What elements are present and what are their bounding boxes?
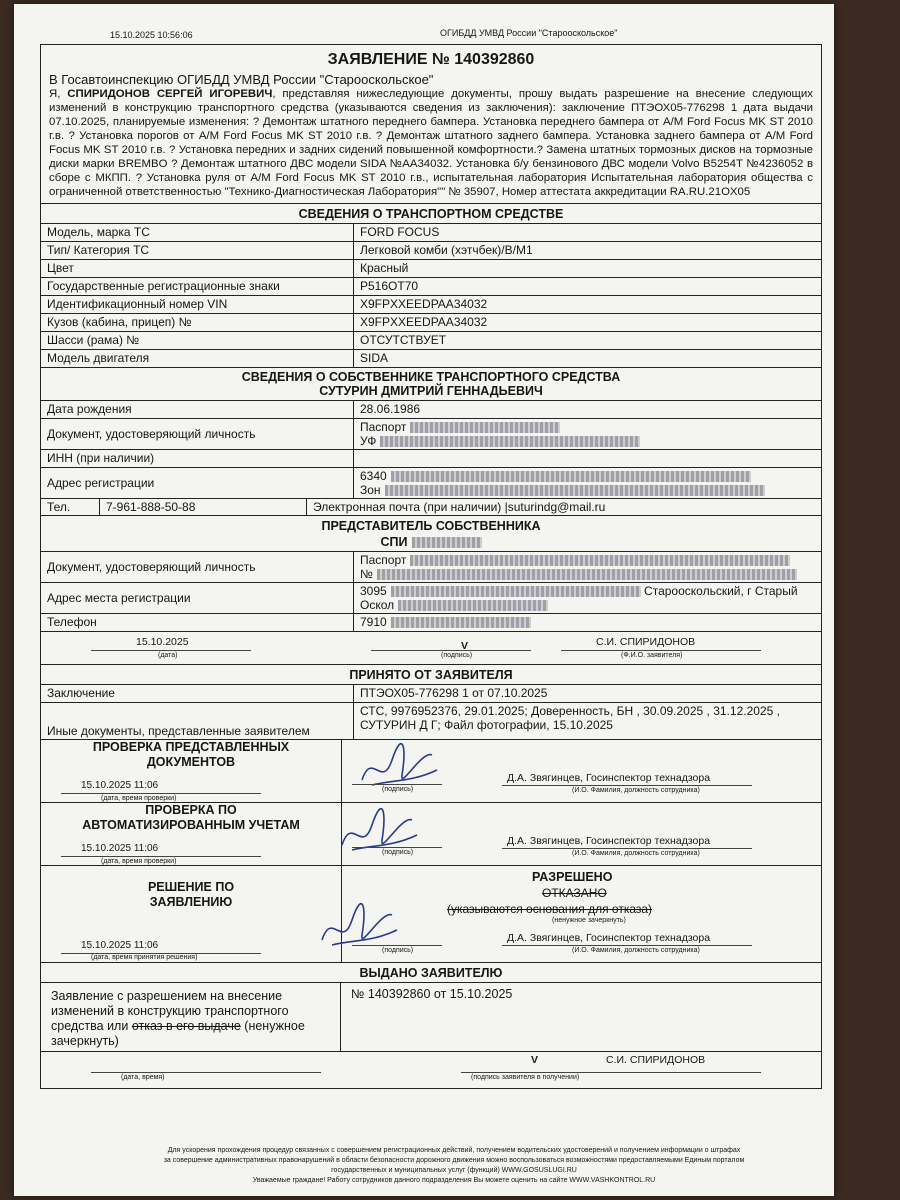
decision-sign-caption: (подпись) xyxy=(382,947,414,954)
signature-caption: (подпись) xyxy=(441,652,473,659)
vehicle-row-value: X9FPXXEEDPAA34032 xyxy=(360,297,488,311)
redaction xyxy=(398,600,548,611)
vehicle-row-label: Идентификационный номер VIN xyxy=(41,296,354,313)
vehicle-row xyxy=(41,223,821,241)
check-docs-datetime: 15.10.2025 11:06 xyxy=(81,780,159,791)
check-auto-officer: Д.А. Звягинцев, Госинспектор технадзора xyxy=(507,835,711,847)
decision-allowed: РАЗРЕШЕНО xyxy=(532,870,613,884)
officer-line xyxy=(502,848,752,849)
representative-doc-value-1: Паспорт xyxy=(360,553,407,567)
intro-paragraph xyxy=(41,71,821,203)
accepted-conclusion-value: ПТЭОХ05-776298 1 от 07.10.2025 xyxy=(360,686,548,700)
representative-address-value-1: 3095 xyxy=(360,584,387,598)
check-auto-title: ПРОВЕРКА ПО АВТОМАТИЗИРОВАННЫМ УЧЕТАМ xyxy=(82,803,300,832)
issued-left-text-2: (ненужное зачеркнуть) xyxy=(51,1019,305,1048)
footer-line-4: Уважаемые граждане! Работу сотрудников данного подразделения Вы можете оценить на сайте WWW.VASHKONTROL.RU xyxy=(252,1177,656,1184)
officer-signature-icon xyxy=(332,805,422,865)
owner-phone-label: Тел. xyxy=(41,499,100,515)
vehicle-row xyxy=(41,295,821,313)
check-docs-datetime-caption: (дата, время проверки) xyxy=(101,795,177,802)
vehicle-row-label: Модель, марка ТС xyxy=(41,224,354,241)
receipt-line xyxy=(461,1072,761,1073)
vehicle-row-value: FORD FOCUS xyxy=(360,225,440,239)
vehicle-row-label: Модель двигателя xyxy=(41,350,354,367)
document-sheet xyxy=(14,4,834,1196)
owner-email-value: suturindg@mail.ru xyxy=(507,500,606,514)
applicant-name: СПИРИДОНОВ СЕРГЕЙ ИГОРЕВИЧ xyxy=(67,88,273,100)
owner-birth-value: 28.06.1986 xyxy=(360,402,421,416)
vehicle-row-value: X9FPXXEEDPAA34032 xyxy=(360,315,488,329)
check-auto-block xyxy=(41,802,821,865)
redaction xyxy=(385,485,765,496)
decision-officer: Д.А. Звягинцев, Госинспектор технадзора xyxy=(507,932,711,944)
footer-line-1: Для ускорения прохождения процедур связанных с совершением регистрационных действий, получением водительских удостоверений и получением информации о штрафах xyxy=(167,1147,741,1154)
issued-value: № 140392860 от 15.10.2025 xyxy=(351,987,513,1001)
check-docs-sign-caption: (подпись) xyxy=(382,786,414,793)
vehicle-row xyxy=(41,313,821,331)
issued-mark: V xyxy=(531,1054,539,1066)
issued-left-text-1: Заявление с разрешением на внесение изменений в конструкцию транспортного средства или xyxy=(51,989,289,1033)
accepted-other-value: СТС, 9976952376, 29.01.2025; Доверенность, БН , 30.09.2025 , 31.12.2025 , СУТУРИН Д Г; Файл фотографии, 15.10.2025 xyxy=(360,704,780,732)
vehicle-row-label: Кузов (кабина, прицеп) № xyxy=(41,314,354,331)
owner-email-label: Электронная почта (при наличии) xyxy=(313,500,502,514)
redaction xyxy=(412,537,482,548)
redaction xyxy=(391,471,751,482)
representative-address-tail: Старооскольский, г Старый xyxy=(644,584,798,598)
issued-receipt-caption: (подпись заявителя в получении) xyxy=(471,1074,580,1081)
intro-body: , представляя нижеследующие документы, прошу выдать разрешение на внесение следующих изменений в конструкцию транспортного средства (указываются сведения из заключения): заключение ПТЭОХ05-776298 1 дата выдачи 07.10.2025, планируемые изменения: ? Демонтаж штатного переднего бампера. Установка переднего бампера от А/М Ford Focus MK ST 2010 г.в. ? Установка порогов от А/М Ford Focus MK ST 2010 г.в. ? Демонтаж штатного заднего бампера. Установка заднего бампера от А/М Ford Focus MK ST 2010 г.в. ? Установка передних и задних сидений повышенной комфортности.? Замена штатных тормозных дисков на тормозные диски марки BREMBO ? Демонтаж штатного ДВС модели SIDA №АА34032. Установка б/у бензинового ДВС модели Volvo B5254T №4236052 в сборе с МКПП. ? Установка руля от А/М Ford Focus MK ST 2010 г.в., испытательная лаборатория Испытательная лаборатория общества с ограниченной ответственностью "Технико-Диагностическая Лаборатория"" № 35907, Номер аттестата аккредитации RA.RU.21OX05 xyxy=(49,88,813,198)
vehicle-row xyxy=(41,331,821,349)
representative-phone-value xyxy=(354,614,821,631)
vehicle-heading: СВЕДЕНИЯ О ТРАНСПОРТНОМ СРЕДСТВЕ xyxy=(41,203,821,223)
decision-datetime-caption: (дата, время принятия решения) xyxy=(91,954,198,961)
owner-address-row xyxy=(41,467,821,498)
representative-address-row xyxy=(41,582,821,613)
owner-address-label: Адрес регистрации xyxy=(41,468,354,498)
representative-doc-label: Документ, удостоверяющий личность xyxy=(41,552,354,582)
representative-phone-text: 7910 xyxy=(360,615,387,629)
check-docs-title: ПРОВЕРКА ПРЕДСТАВЛЕННЫХ ДОКУМЕНТОВ xyxy=(92,740,290,769)
vehicle-row-value: Красный xyxy=(360,261,409,275)
redaction xyxy=(391,617,531,628)
representative-address-value xyxy=(354,583,821,613)
owner-heading: СВЕДЕНИЯ О СОБСТВЕННИКЕ ТРАНСПОРТНОГО СРЕДСТВА xyxy=(41,367,821,384)
owner-inn-row xyxy=(41,449,821,467)
vehicle-row-label: Цвет xyxy=(41,260,354,277)
representative-doc-value-2: № xyxy=(360,567,373,581)
accepted-other-row xyxy=(41,702,821,739)
date-line xyxy=(91,1072,321,1073)
vehicle-row xyxy=(41,277,821,295)
fio-line xyxy=(561,650,761,651)
issued-fio: С.И. СПИРИДОНОВ xyxy=(606,1054,706,1066)
applicant-fio: С.И. СПИРИДОНОВ xyxy=(596,636,696,648)
representative-phone-label: Телефон xyxy=(41,614,354,631)
check-auto-sign-caption: (подпись) xyxy=(382,849,414,856)
vehicle-row xyxy=(41,241,821,259)
owner-birth-row xyxy=(41,400,821,418)
accepted-heading: ПРИНЯТО ОТ ЗАЯВИТЕЛЯ xyxy=(41,664,821,684)
accepted-other-label: Иные документы, представленные заявителем xyxy=(41,703,354,739)
vehicle-row-value: ОТСУТСТВУЕТ xyxy=(360,333,447,347)
redaction xyxy=(391,586,641,597)
owner-phone-value: 7-961-888-50-88 xyxy=(100,499,307,515)
owner-doc-value-2: УФ xyxy=(360,434,377,448)
owner-email: Электронная почта (при наличии) |suturindg@mail.ru xyxy=(313,500,606,514)
addressee: В Госавтоинспекцию ОГИБДД УМВД России "Старооскольское" xyxy=(49,72,434,87)
decision-title: РЕШЕНИЕ ПО ЗАЯВЛЕНИЮ xyxy=(147,880,235,909)
representative-address-value-2: Оскол xyxy=(360,598,395,612)
representative-doc-row xyxy=(41,551,821,582)
footer-line-3: государственных и муниципальных услуг (функций) WWW.GOSUSLUGI.RU xyxy=(331,1167,577,1174)
representative-address-label: Адрес места регистрации xyxy=(41,583,354,613)
owner-name: СУТУРИН ДМИТРИЙ ГЕННАДЬЕВИЧ xyxy=(319,384,543,398)
vehicle-row-value: Р516ОТ70 xyxy=(360,279,419,293)
check-docs-officer: Д.А. Звягинцев, Госинспектор технадзора xyxy=(507,772,711,784)
signature-line xyxy=(352,847,442,848)
decision-reasons: (указываются основания для отказа) xyxy=(447,902,653,916)
issued-heading: ВЫДАНО ЗАЯВИТЕЛЮ xyxy=(41,962,821,982)
owner-inn-label: ИНН (при наличии) xyxy=(41,450,354,467)
check-auto-officer-caption: (И.О. Фамилия, должность сотрудника) xyxy=(572,850,700,857)
owner-address-value-1: 6340 xyxy=(360,469,387,483)
decision-officer-caption: (И.О. Фамилия, должность сотрудника) xyxy=(572,947,700,954)
check-auto-datetime: 15.10.2025 11:06 xyxy=(81,843,159,854)
check-docs-block xyxy=(41,739,821,802)
signature-line xyxy=(371,650,531,651)
redaction xyxy=(410,422,560,433)
signature-line xyxy=(352,784,442,785)
applicant-mark: V xyxy=(461,640,469,652)
representative-phone-row xyxy=(41,613,821,631)
datetime-line xyxy=(61,856,261,857)
redaction xyxy=(410,555,790,566)
applicant-sign-date: 15.10.2025 xyxy=(136,636,189,648)
accepted-conclusion-label: Заключение xyxy=(41,685,354,702)
representative-name xyxy=(41,535,821,551)
issued-left xyxy=(41,983,341,1051)
date-caption: (дата) xyxy=(158,652,178,659)
vehicle-row xyxy=(41,349,821,367)
check-auto-datetime-caption: (дата, время проверки) xyxy=(101,858,177,865)
owner-address-value-2: Зон xyxy=(360,483,381,497)
owner-doc-row xyxy=(41,418,821,449)
decision-refused: ОТКАЗАНО xyxy=(542,886,607,900)
vehicle-row-value: Легковой комби (хэтчбек)/B/M1 xyxy=(360,243,533,257)
print-timestamp: 15.10.2025 10:56:06 xyxy=(110,30,193,40)
issued-sign-row xyxy=(41,1051,821,1088)
datetime-line xyxy=(61,793,261,794)
owner-birth-label: Дата рождения xyxy=(41,401,354,418)
owner-doc-label: Документ, удостоверяющий личность xyxy=(41,419,354,449)
representative-name-text: СПИ xyxy=(380,535,408,549)
application-form xyxy=(40,44,822,1089)
fio-caption: (Ф.И.О. заявителя) xyxy=(621,652,683,659)
vehicle-row-label: Тип/ Категория ТС xyxy=(41,242,354,259)
vehicle-table xyxy=(41,223,821,367)
issued-block xyxy=(41,982,821,1051)
redaction xyxy=(377,569,797,580)
decision-block xyxy=(41,865,821,962)
date-line xyxy=(91,650,251,651)
owner-doc-value xyxy=(354,419,821,449)
owner-doc-value-1: Паспорт xyxy=(360,420,407,434)
applicant-sign-row xyxy=(41,631,821,664)
decision-datetime: 15.10.2025 11:06 xyxy=(81,940,159,951)
officer-line xyxy=(502,785,752,786)
officer-line xyxy=(502,945,752,946)
vehicle-row xyxy=(41,259,821,277)
form-title: ЗАЯВЛЕНИЕ № 140392860 xyxy=(327,51,535,68)
representative-doc-value xyxy=(354,552,821,582)
print-organization: ОГИБДД УМВД России "Старооскольское" xyxy=(440,28,618,38)
owner-contacts-row xyxy=(41,498,821,515)
applicant-prefix: Я, xyxy=(49,88,68,100)
issued-date-caption: (дата, время) xyxy=(121,1074,165,1081)
redaction xyxy=(380,436,640,447)
decision-strike-caption: (ненужное зачеркнуть) xyxy=(552,917,626,924)
accepted-conclusion-row xyxy=(41,684,821,702)
vehicle-row-label: Государственные регистрационные знаки xyxy=(41,278,354,295)
signature-line xyxy=(352,945,442,946)
vehicle-row-value: SIDA xyxy=(360,351,389,365)
footer-line-2: за совершение административных правонарушений в области безопасности дорожного движения можно воспользоваться возможностями предоставляемыми Единым порталом xyxy=(163,1157,745,1164)
vehicle-row-label: Шасси (рама) № xyxy=(41,332,354,349)
footer-note xyxy=(124,1146,784,1186)
issued-left-strike: отказ в его выдаче xyxy=(131,1019,241,1033)
representative-heading: ПРЕДСТАВИТЕЛЬ СОБСТВЕННИКА xyxy=(41,515,821,535)
check-docs-officer-caption: (И.О. Фамилия, должность сотрудника) xyxy=(572,787,700,794)
owner-address-value xyxy=(354,468,821,498)
